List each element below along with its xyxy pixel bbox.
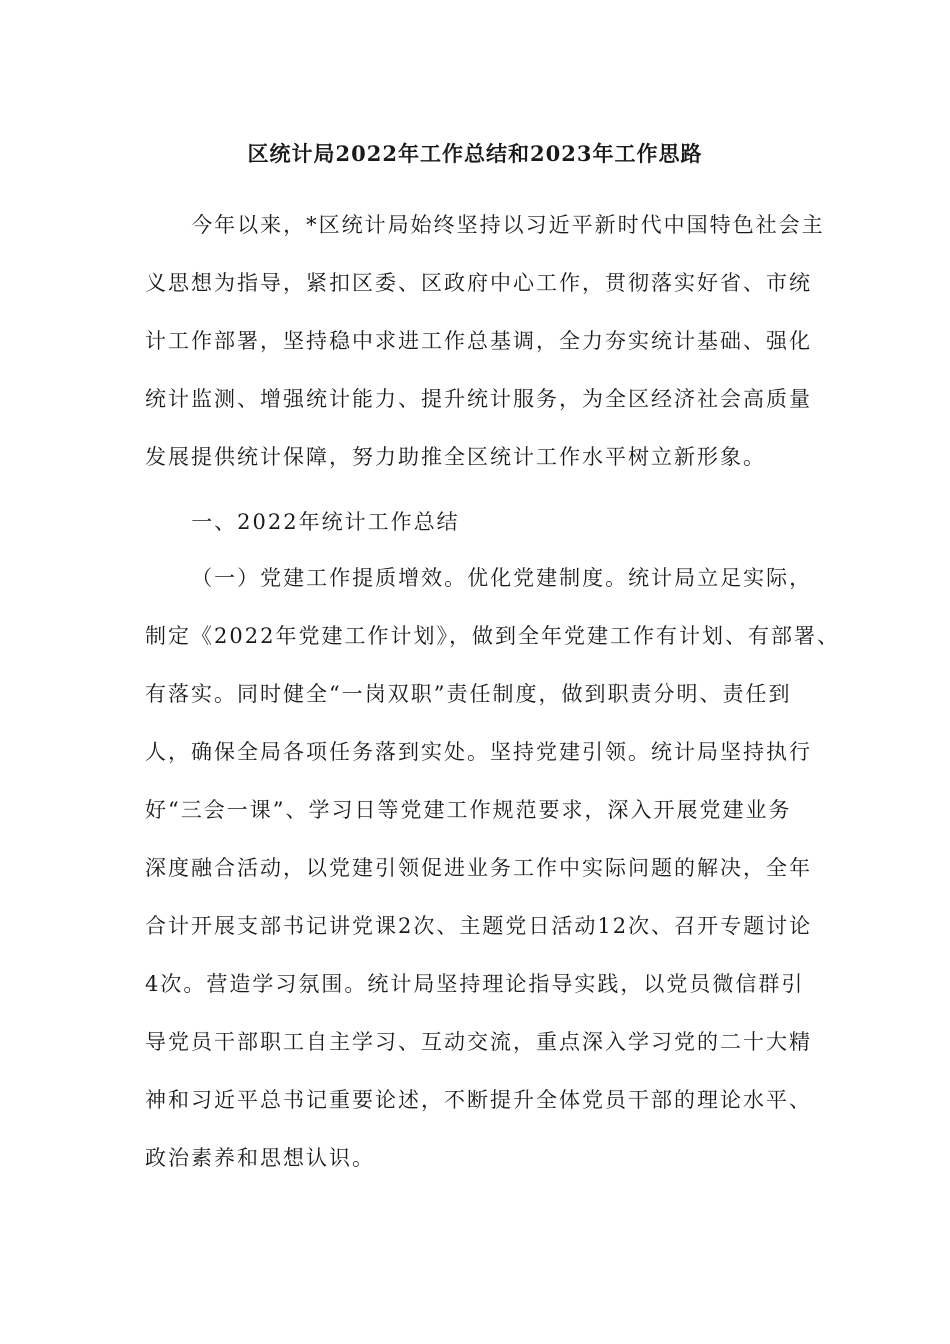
document-title: 区统计局2022年工作总结和2023年工作思路 [247,141,703,166]
section1-line: 有落实。同时健全“一岗双职”责任制度，做到职责分明、责任到 [145,682,792,706]
section-heading [145,493,835,551]
section1-line: 导党员干部职工自主学习、互动交流，重点深入学习党的二十大精 [145,1030,812,1054]
section1-paragraph [145,549,840,1187]
section1-line: 深度融合活动，以党建引领促进业务工作中实际问题的解决，全年 [145,856,812,880]
section1-line: 合计开展支部书记讲党课2次、主题党日活动12次、召开专题讨论 [145,914,813,938]
intro-line: 计工作部署，坚持稳中求进工作总基调，全力夯实统计基础、强化 [145,329,812,353]
section1-line: 政治素养和思想认识。 [145,1146,375,1170]
intro-line: 义思想为指导，紧扣区委、区政府中心工作，贯彻落实好省、市统 [145,271,812,295]
intro-paragraph [145,196,835,486]
intro-line: 统计监测、增强统计能力、提升统计服务，为全区经济社会高质量 [145,387,812,411]
intro-line: 发展提供统计保障，努力助推全区统计工作水平树立新形象。 [145,445,766,469]
section1-line: 好“三会一课”、学习日等党建工作规范要求，深入开展党建业务 [145,798,792,822]
section1-line: （一）党建工作提质增效。优化党建制度。统计局立足实际， [191,566,813,590]
section1-line: 神和习近平总书记重要论述，不断提升全体党员干部的理论水平、 [145,1088,812,1112]
section-heading-text: 一、2022年统计工作总结 [191,510,460,534]
section1-line: 4次。营造学习氛围。统计局坚持理论指导实践，以党员微信群引 [145,972,805,996]
section1-line: 人，确保全局各项任务落到实处。坚持党建引领。统计局坚持执行 [145,740,812,764]
section1-line: 制定《2022年党建工作计划》，做到全年党建工作有计划、有部署、 [145,624,840,648]
intro-line: 今年以来，*区统计局始终坚持以习近平新时代中国特色社会主 [191,213,825,237]
